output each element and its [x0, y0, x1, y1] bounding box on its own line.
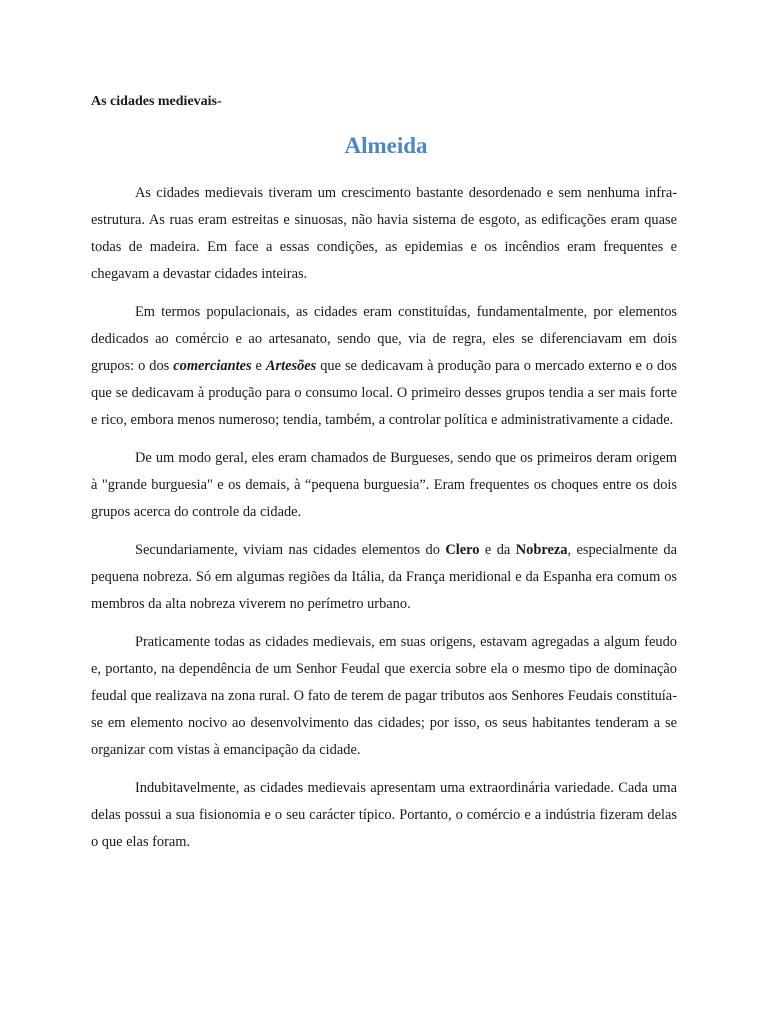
document-page [91, 90, 677, 867]
term-clero: Clero [445, 542, 480, 558]
document-author: Almeida [344, 133, 428, 158]
term-comerciantes: comerciantes [173, 358, 252, 374]
paragraph-5: Praticamente todas as cidades medievais, em suas origens, estavam agregadas a algum feudo e, portanto, na dependência de um Senhor Feudal que exercia sobre ela o mesmo tipo de dominação feudal que realizava na zona rural. O fato de terem de pagar tributos aos Senhores Feudais constituía-se em elemento nocivo ao desenvolvimento das cidades; por isso, os seus habitantes tenderam a se organizar com vistas à emancipação da cidade. [91, 634, 677, 758]
document-heading: As cidades medievais- [91, 94, 222, 109]
paragraph-4-text-b: e da [479, 542, 516, 558]
paragraph-6: Indubitavelmente, as cidades medievais apresentam uma extraordinária variedade. Cada uma delas possui a sua fisionomia e o seu carácter típico. Portanto, o comércio e a indústria fizeram delas o que elas foram. [91, 780, 677, 850]
paragraph-3: De um modo geral, eles eram chamados de Burgueses, sendo que os primeiros deram origem à "grande burguesia" e os demais, à “pequena burguesia”. Eram frequentes os choques entre os dois grupos acerca do controle da cidade. [91, 450, 677, 520]
paragraph-2-text-a: Em termos populacionais, as cidades eram constituídas, fundamentalmente, por elementos dedicados ao comércio e ao artesanato, sendo que, via de regra, eles se diferenciavam em dois grupos: o dos [91, 304, 677, 374]
paragraph-2-text-b: e [251, 358, 266, 374]
paragraph-4-text-c: , especialmente da pequena nobreza. Só em algumas regiões da Itália, da França meridional e da Espanha era comum os membros da alta nobreza viverem no perímetro urbano. [91, 542, 677, 612]
term-artesoes: Artesões [265, 358, 317, 374]
paragraph-4 [91, 537, 677, 618]
paragraph-2 [91, 299, 677, 434]
paragraph-4-text-a: Secundariamente, viviam nas cidades elementos do [135, 542, 446, 558]
paragraph-2-text-c: que se dedicavam à produção para o mercado externo e o dos que se dedicavam à produção para o consumo local. O primeiro desses grupos tendia a ser mais forte e rico, embora menos numeroso; tendia, também, a controlar política e administrativamente a cidade. [91, 358, 677, 428]
term-nobreza: Nobreza [515, 542, 568, 558]
paragraph-1: As cidades medievais tiveram um crescimento bastante desordenado e sem nenhuma infra-estrutura. As ruas eram estreitas e sinuosas, não havia sistema de esgoto, as edificações eram quase todas de madeira. Em face a essas condições, as epidemias e os incêndios eram frequentes e chegavam a devastar cidades inteiras. [91, 185, 677, 282]
